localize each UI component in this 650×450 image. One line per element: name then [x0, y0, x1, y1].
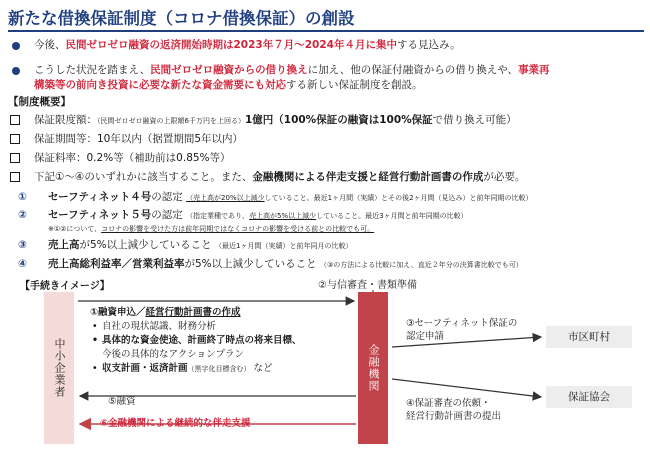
bullet-text-1: 今後、民間ゼロゼロ融資の返済開始時期は2023年７月～2024年４月に集中する見込み。: [34, 39, 461, 51]
step2-label: ②与信審査・書類準備: [318, 280, 417, 291]
step3-label: ③セーフティネット保証の 認定申請: [406, 318, 518, 342]
overview-heading: 【制度概要】: [8, 96, 71, 108]
step1-item-1: • 自社の現状認識、財務分析: [92, 321, 217, 332]
arrow-step4: [392, 379, 541, 397]
bullet-text-2b: 構築等の前向き投資に必要な新たな資金需要にも対応する新しい保証制度を創設。: [34, 79, 423, 91]
step1-item-3: 今後の具体的なアクションプラン: [102, 349, 245, 360]
step1-title: ①融資申込／経営行動計画書の作成: [90, 307, 241, 318]
procedure-label: 【手続きイメージ】: [20, 281, 110, 292]
step1-item-4: • 収支計画・返済計画（黒字化目標含む） など: [92, 363, 273, 374]
smb-box: 中小企業者: [44, 292, 74, 444]
step5-label: ⑤融資: [108, 396, 136, 407]
step1-item-2: • 具体的な資金使途、計画終了時点の将来目標、: [92, 335, 302, 346]
assoc-box: 保証協会: [546, 386, 632, 408]
bullet-text-2a: こうした状況を踏まえ、民間ゼロゼロ融資からの借り換えに加え、他の保証付融資からの借り換えや、事業再: [34, 64, 550, 76]
bank-box: 金融機関: [358, 292, 388, 444]
city-box: 市区町村: [546, 326, 632, 348]
step4-label: ④保証審査の依頼・ 経営行動計画書の提出: [406, 398, 502, 422]
condition-2-subnote: ※①②について、コロナの影響を受けた方は前年同期ではなくコロナの影響を受ける前との比較でも可。: [48, 225, 375, 233]
page-title: 新たな借換保証制度（コロナ借換保証）の創設: [8, 9, 355, 28]
step6-label: ⑥金融機関による継続的な伴走支援: [100, 418, 251, 429]
step1-block: [90, 306, 302, 376]
